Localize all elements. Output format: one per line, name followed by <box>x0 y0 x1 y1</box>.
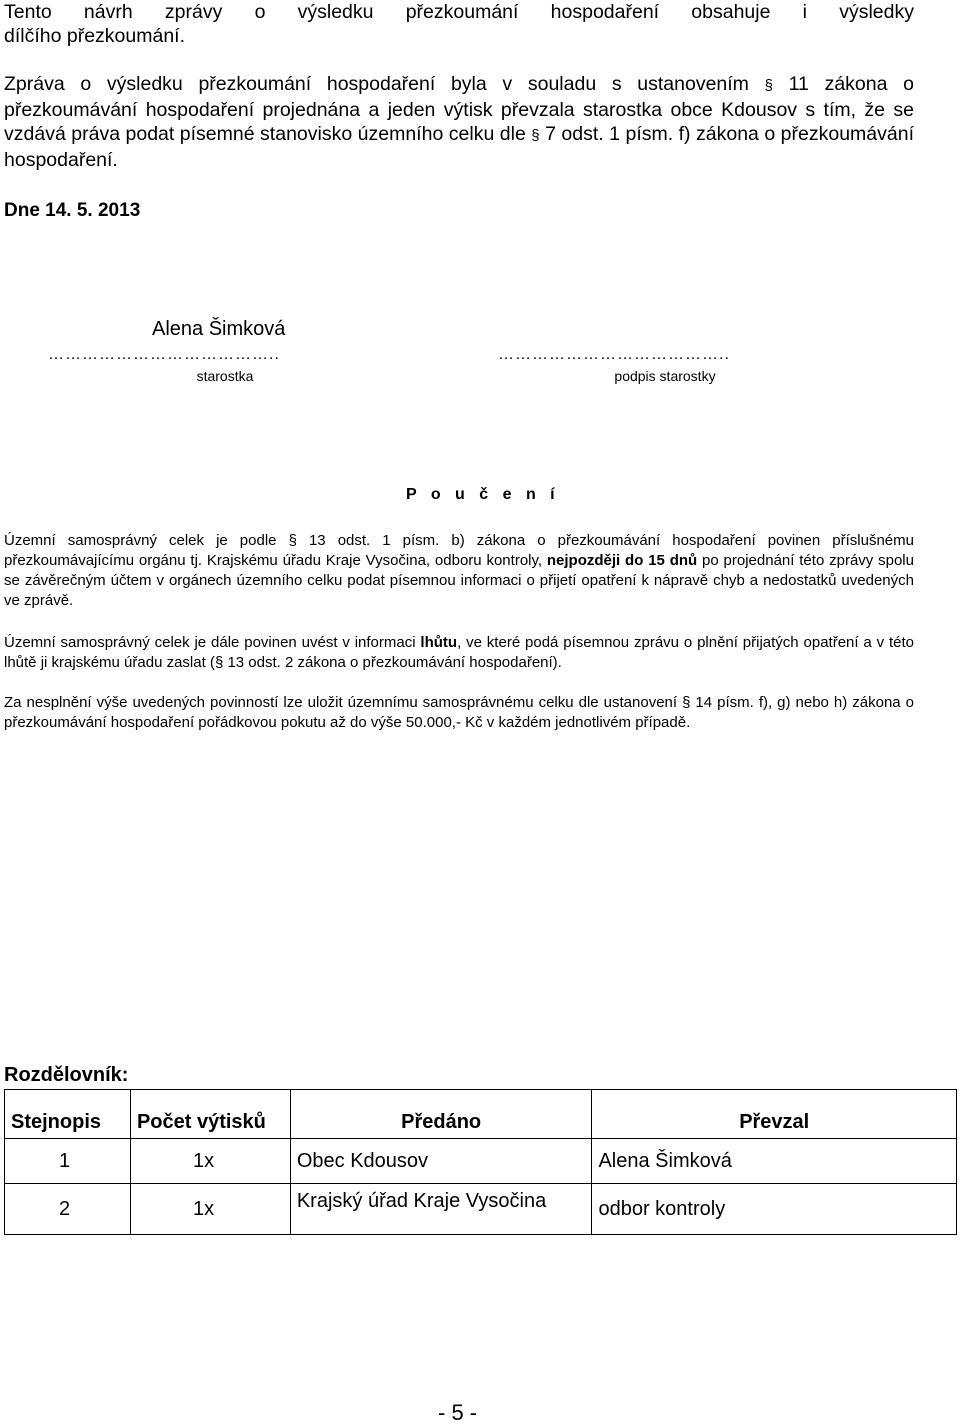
signature-line-left: ………………………………….. <box>48 346 280 363</box>
header-count: Počet výtisků <box>130 1090 290 1139</box>
intro-line-2: dílčího přezkoumání. <box>4 25 186 47</box>
cell-handed-to: Krajský úřad Kraje Vysočina <box>290 1184 592 1235</box>
section-symbol: § <box>288 532 297 549</box>
cell-count: 1x <box>130 1184 290 1235</box>
section-symbol: § <box>764 77 773 94</box>
pouceni-2-text-b: , ve které podá písemnou zprávu o plnění přijatých opatření a v této lhůtě ji krajskému úřadu zaslat ( <box>4 634 914 671</box>
report-text-1: Zpráva o výsledku přezkoumání hospodaření byla v souladu s ustanovením <box>4 73 765 95</box>
pouceni-paragraph-2 <box>4 633 914 673</box>
distribution-table <box>4 1089 957 1235</box>
cell-handed-to: Obec Kdousov <box>290 1139 592 1184</box>
table-row <box>5 1184 957 1235</box>
distribution-title: Rozdělovník: <box>4 1064 129 1086</box>
pouceni-2-text-c: 13 odst. 2 zákona o přezkoumávání hospodaření). <box>223 654 562 671</box>
signature-label-right: podpis starostky <box>614 368 716 384</box>
section-symbol: § <box>531 127 540 144</box>
date-line: Dne 14. 5. 2013 <box>4 200 141 221</box>
header-handed-to: Předáno <box>290 1090 592 1139</box>
cell-received-by: Alena Šimková <box>592 1139 957 1184</box>
cell-received-by: odbor kontroly <box>592 1184 957 1235</box>
pouceni-paragraph-1 <box>4 531 914 611</box>
pouceni-3-text-b: 14 písm. f), g) nebo h) zákona o přezkoumávání hospodaření pořádkovou pokutu až do výše 50.000,- Kč v každém jednotlivém případě. <box>4 694 914 731</box>
header-copy: Stejnopis <box>5 1090 131 1139</box>
pouceni-1-text-a: Územní samosprávný celek je podle <box>4 532 289 549</box>
intro-line-1: Tento návrh zprávy o výsledku přezkoumání hospodaření obsahuje i výsledky <box>4 1 914 23</box>
pouceni-1-text-b: 13 odst. 1 písm. b) zákona o přezkoumávání hospodaření povinen příslušnému přezkoumávajícímu orgánu tj. Krajskému úřadu Kraje Vysočina, odboru kontroly, <box>4 532 914 569</box>
pouceni-1-text-c: po projednání této zprávy spolu se závěrečným účtem v orgánech územního celku podat písemnou informaci o přijetí opatření k nápravě chyb a nedostatků uvedených ve zprávě. <box>4 552 914 609</box>
cell-copy: 1 <box>5 1139 131 1184</box>
pouceni-3-text-a: Za nesplnění výše uvedených povinností lze uložit územnímu samosprávnému celku dle ustanovení <box>4 694 683 711</box>
section-symbol: § <box>214 654 224 671</box>
report-paragraph <box>4 72 914 172</box>
header-received-by: Převzal <box>592 1090 957 1139</box>
signature-label-left: starostka <box>196 368 254 384</box>
pouceni-2-text-a: Územní samosprávný celek je dále povinen uvést v informaci <box>4 634 421 651</box>
cell-count: 1x <box>130 1139 290 1184</box>
deadline-emphasis: nejpozději do 15 dnů <box>546 552 698 569</box>
report-text-3: 7 odst. 1 písm. f) zákona o přezkoumávání hospodaření. <box>4 123 914 171</box>
table-header-row <box>5 1090 957 1139</box>
pouceni-title: P o u č e n í <box>406 486 560 503</box>
signature-line-right: ………………………………….. <box>498 346 730 363</box>
report-text-2: 11 zákona o přezkoumávání hospodaření projednána a jeden výtisk převzala starostka obce Kdousov s tím, že se vzdává práva podat písemné stanovisko územního celku dle <box>4 73 914 145</box>
deadline-term-emphasis: lhůtu <box>420 634 458 651</box>
intro-text <box>4 0 914 48</box>
cell-copy: 2 <box>5 1184 131 1235</box>
table-row <box>5 1139 957 1184</box>
page-number: - 5 - <box>438 1400 478 1425</box>
signatory-name: Alena Šimková <box>152 318 286 340</box>
section-symbol: § <box>682 694 691 711</box>
pouceni-paragraph-3 <box>4 693 914 733</box>
